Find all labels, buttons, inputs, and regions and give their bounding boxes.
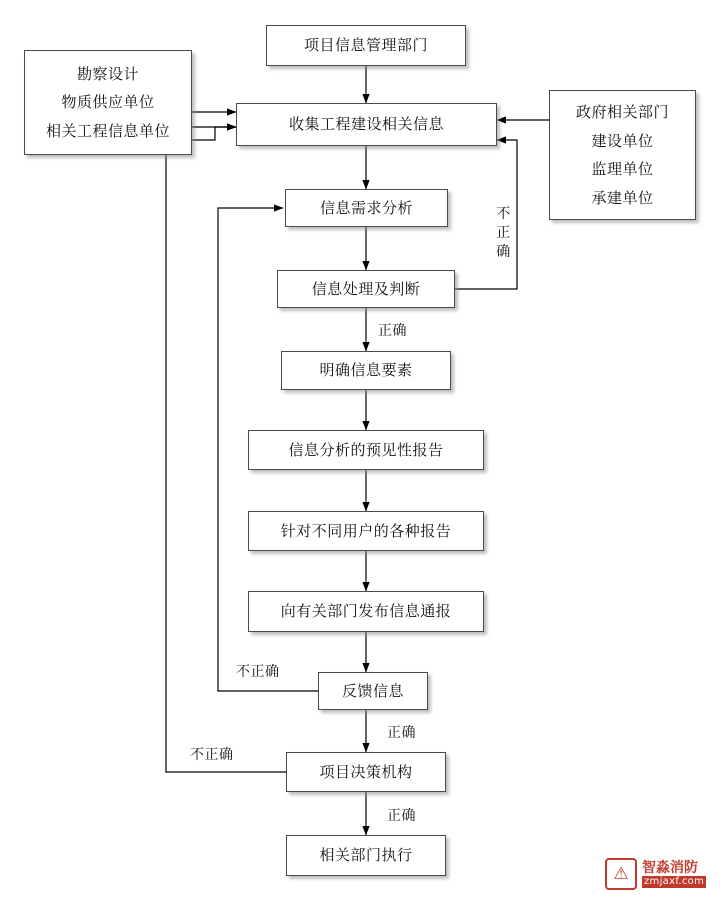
edge-label-correct-decision: 正确	[387, 808, 416, 824]
edge-label-correct-feedback: 正确	[387, 725, 416, 741]
node-right-sources[interactable]	[549, 90, 696, 220]
node-publish-bulletin[interactable]	[248, 591, 484, 632]
node-collect[interactable]	[236, 103, 497, 146]
node-publish-bulletin-line-0: 向有关部门发布信息通报	[280, 602, 452, 621]
node-right-sources-line-3: 承建单位	[591, 188, 654, 207]
watermark-title: 智淼消防	[642, 860, 698, 877]
edge-label-incorrect-decision: 不正确	[190, 747, 234, 763]
node-feedback[interactable]	[318, 672, 428, 710]
node-left-sources-line-1: 物质供应单位	[61, 93, 155, 112]
node-predictive-report[interactable]	[248, 430, 484, 470]
watermark-text	[642, 860, 706, 888]
node-decision-body[interactable]	[286, 752, 446, 792]
watermark-url: zmjaxf.com	[644, 876, 705, 888]
node-execute-line-0: 相关部门执行	[319, 846, 413, 865]
watermark-logo-icon: ⚠	[605, 858, 637, 890]
node-clarify-elements-line-0: 明确信息要素	[319, 361, 413, 380]
edge-label-incorrect-right: 不正确	[496, 206, 511, 260]
node-clarify-elements[interactable]	[281, 351, 451, 390]
node-right-sources-line-0: 政府相关部门	[575, 103, 669, 121]
node-feedback-line-0: 反馈信息	[341, 681, 404, 700]
node-left-sources[interactable]	[24, 50, 192, 155]
node-demand-analysis[interactable]	[285, 189, 448, 227]
node-top-dept-line-0: 项目信息管理部门	[303, 36, 428, 55]
node-collect-line-0: 收集工程建设相关信息	[288, 115, 444, 134]
node-process-judge[interactable]	[277, 270, 455, 308]
node-decision-body-line-0: 项目决策机构	[319, 762, 413, 781]
edge-label-incorrect-feedback: 不正确	[236, 664, 280, 680]
node-user-reports-line-0: 针对不同用户的各种报告	[280, 521, 452, 540]
node-process-judge-line-0: 信息处理及判断	[311, 279, 421, 298]
node-execute[interactable]	[286, 835, 446, 876]
node-user-reports[interactable]	[248, 511, 484, 551]
watermark	[605, 858, 706, 890]
node-left-sources-line-2: 相关工程信息单位	[45, 121, 170, 140]
node-demand-analysis-line-0: 信息需求分析	[319, 198, 413, 217]
node-left-sources-line-0: 勘察设计	[76, 64, 139, 83]
node-top-dept[interactable]	[266, 25, 466, 66]
node-predictive-report-line-0: 信息分析的预见性报告	[288, 440, 444, 459]
edge-label-correct-process: 正确	[378, 323, 407, 339]
node-right-sources-line-2: 监理单位	[591, 160, 654, 178]
node-right-sources-line-1: 建设单位	[591, 131, 654, 150]
